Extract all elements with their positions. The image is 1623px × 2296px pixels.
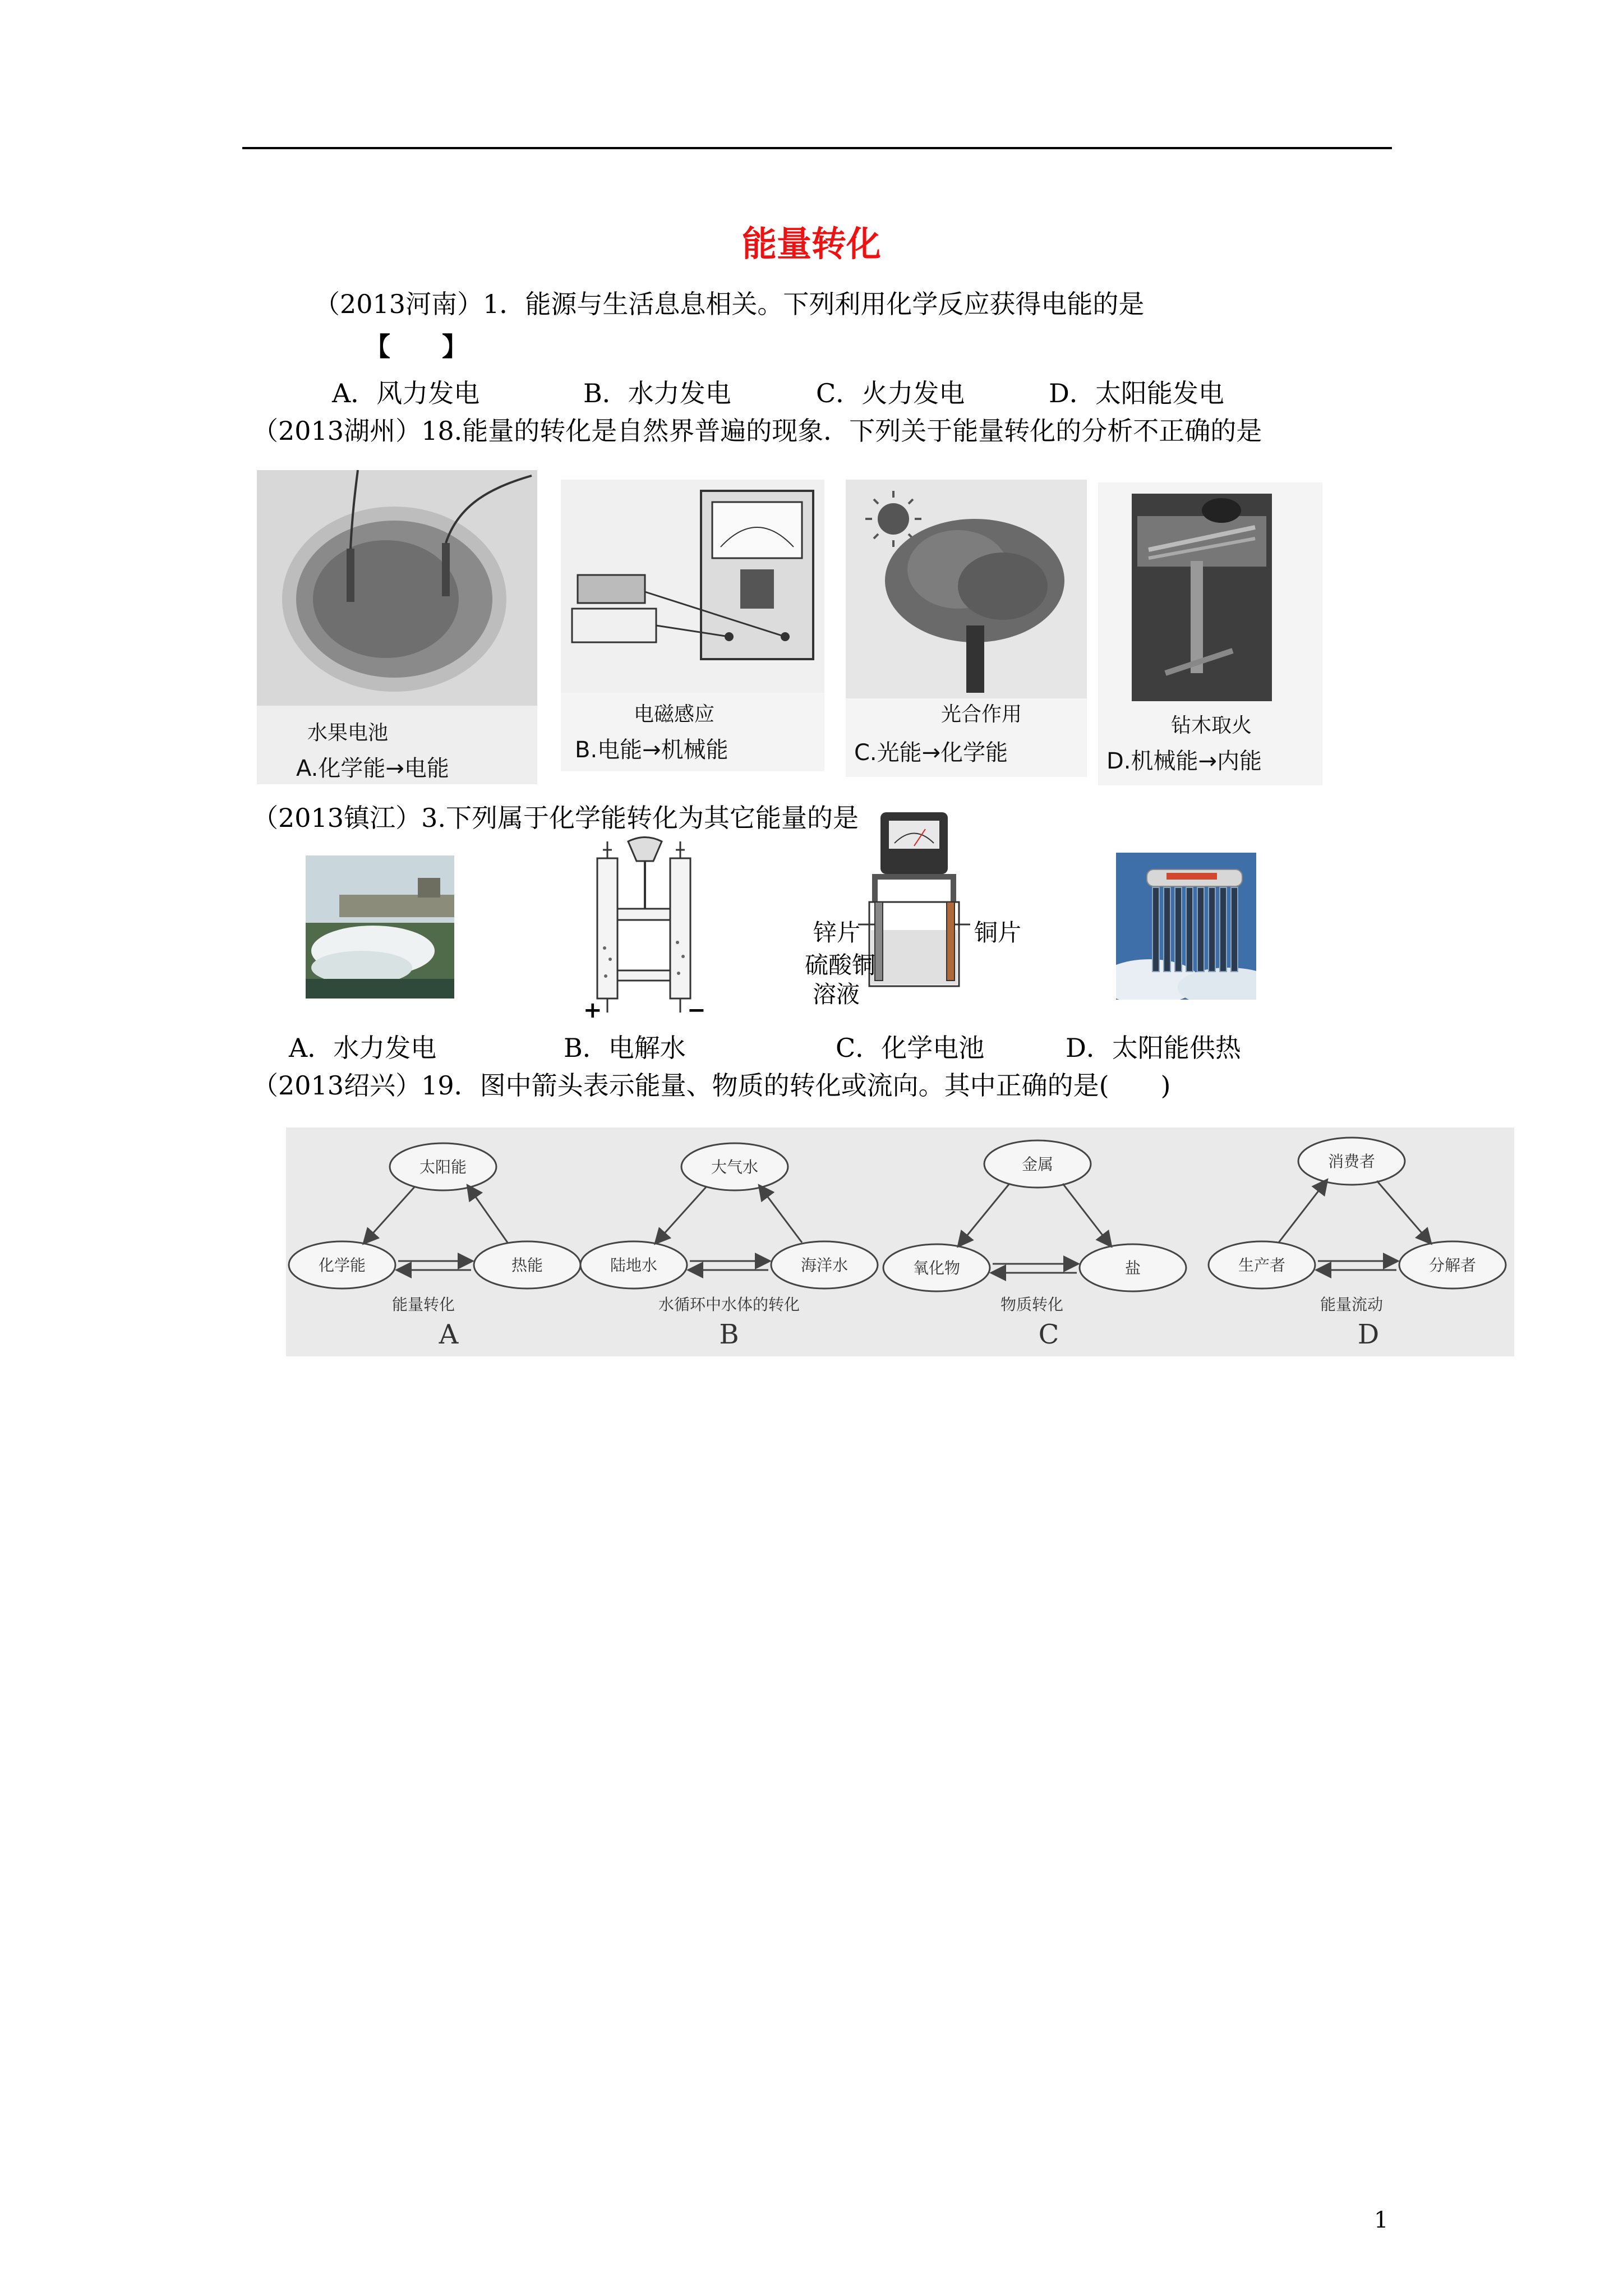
q3-stem: （2013镇江）3.下列属于化学能转化为其它能量的是 (252, 803, 859, 833)
solution-label: 溶液 (813, 981, 860, 1008)
q1-answer-bracket: 【 】 (365, 332, 468, 362)
header-rule (242, 147, 1392, 149)
q3-image-c (805, 812, 1029, 1014)
diagram-c-letter: C (1038, 1319, 1059, 1350)
fruit-battery-image (257, 470, 537, 706)
q4-diagram-panel (286, 1128, 1514, 1356)
copper-plate-label: 铜片 (974, 919, 1022, 946)
q2-caption-d: 钻木取火 (1171, 714, 1252, 737)
q2-option-d: D.机械能→内能 (1106, 748, 1262, 774)
diagram-a-top: 太阳能 (419, 1158, 467, 1176)
diagram-b-right: 海洋水 (800, 1256, 849, 1274)
q3-image-d (1116, 853, 1256, 1000)
q3-option-d: D．太阳能供热 (1066, 1033, 1241, 1063)
q2-caption-b: 电磁感应 (634, 703, 715, 726)
diagram-c-right: 盐 (1124, 1259, 1141, 1277)
q3-option-a: A．水力发电 (289, 1033, 437, 1063)
q1-option-c: C．火力发电 (816, 378, 965, 408)
q2-panel-a (257, 470, 537, 784)
q2-stem: （2013湖州）18.能量的转化是自然界普遍的现象．下列关于能量转化的分析不正确的是 (252, 416, 1262, 446)
diagram-b-top: 大气水 (711, 1158, 759, 1176)
q1-option-a: A．风力发电 (332, 378, 480, 408)
photosynthesis-tree-image (846, 480, 1087, 698)
q2-option-a: A.化学能→电能 (296, 756, 449, 781)
page-number: 1 (1374, 2207, 1389, 2233)
diagram-b-left: 陆地水 (610, 1256, 658, 1274)
q3-image-a (306, 855, 454, 999)
q4-stem: （2013绍兴）19．图中箭头表示能量、物质的转化或流向。其中正确的是( ) (252, 1070, 1171, 1101)
diagram-d-letter: D (1357, 1319, 1380, 1350)
diagram-c-left: 氧化物 (912, 1259, 961, 1277)
diagram-a-right: 热能 (511, 1256, 543, 1274)
diagram-b-letter: B (719, 1319, 739, 1350)
diagram-d-caption: 能量流动 (1320, 1295, 1384, 1314)
q4-cycle-diagrams (286, 1128, 1514, 1356)
q1-option-d: D．太阳能发电 (1049, 378, 1224, 408)
water-electrolysis-apparatus (572, 836, 723, 1021)
q2-panel-c (846, 480, 1087, 777)
page-title: 能量转化 (741, 223, 881, 264)
q2-option-b: B.电能→机械能 (575, 737, 728, 763)
q2-caption-a: 水果电池 (307, 721, 389, 744)
q3-option-c: C．化学电池 (836, 1033, 985, 1063)
diagram-a-left: 化学能 (318, 1256, 366, 1274)
q2-panel-b (561, 480, 824, 771)
hydropower-dam-image (306, 855, 454, 999)
diagram-d-top: 消费者 (1327, 1152, 1376, 1171)
diagram-c-caption: 物质转化 (1000, 1295, 1064, 1314)
diagram-d-left: 生产者 (1238, 1256, 1286, 1274)
q3-image-b (572, 836, 723, 1027)
q2-panel-d (1098, 482, 1322, 785)
electrolysis-plus-sign: + (583, 997, 602, 1023)
q2-option-c: C.光能→化学能 (854, 740, 1008, 766)
diagram-c-top: 金属 (1021, 1155, 1054, 1174)
q3-option-b: B．电解水 (564, 1033, 686, 1063)
diagram-a-caption: 能量转化 (391, 1295, 455, 1314)
solar-water-heater-image (1116, 853, 1256, 1000)
diagram-b-caption: 水循环中水体的转化 (658, 1295, 800, 1314)
q1-stem: （2013河南）1．能源与生活息息相关。下列利用化学反应获得电能的是 (314, 289, 1145, 319)
wood-drilling-fire-image (1098, 482, 1322, 707)
electrolysis-minus-sign: − (687, 997, 706, 1023)
diagram-a-letter: A (439, 1319, 459, 1350)
q2-caption-c: 光合作用 (941, 703, 1022, 726)
electromagnetic-induction-image (561, 480, 824, 693)
diagram-d-right: 分解者 (1428, 1256, 1477, 1274)
copper-sulfate-label: 硫酸铜 (805, 951, 876, 979)
q1-option-b: B．水力发电 (583, 378, 731, 408)
zinc-plate-label: 锌片 (813, 919, 861, 946)
